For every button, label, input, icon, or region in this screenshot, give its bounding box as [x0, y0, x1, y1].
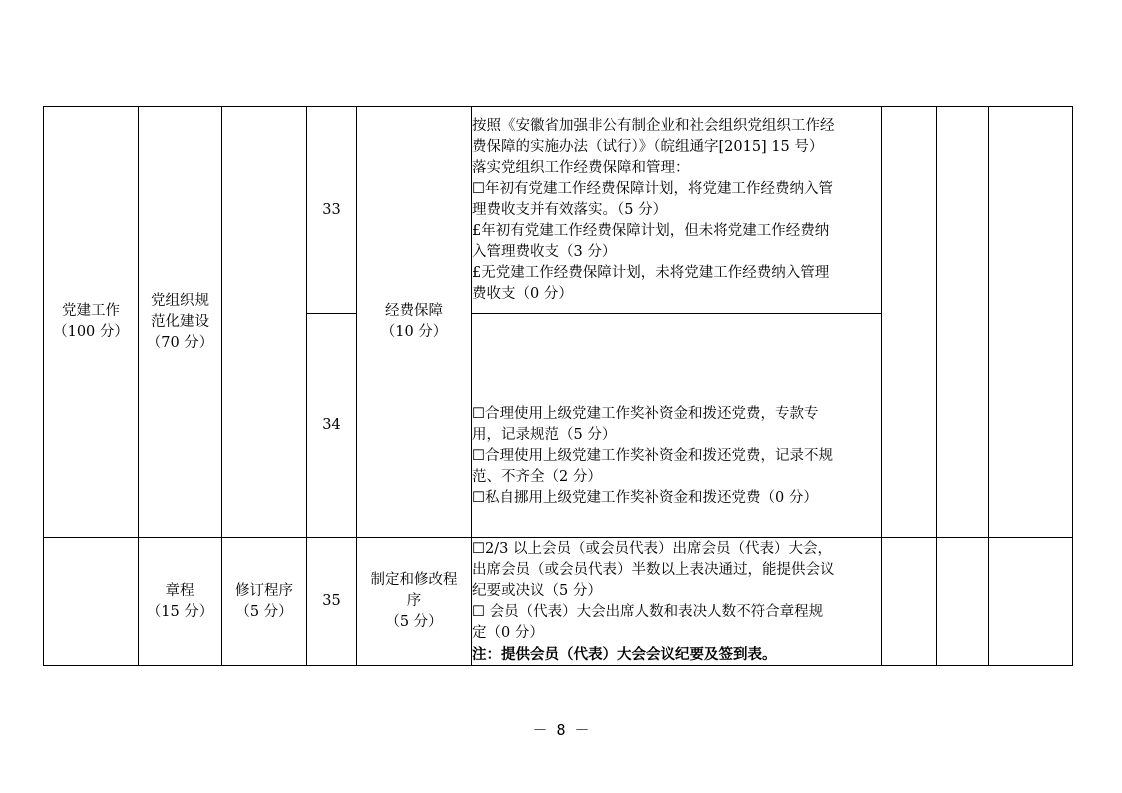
row-number-33: 33	[307, 107, 357, 314]
blank-cell	[882, 107, 937, 538]
criteria-line: ☐年初有党建工作经费保障计划，将党建工作经费纳入管	[472, 180, 833, 197]
criteria-line: 按照《安徽省加强非公有制企业和社会组织党组织工作经	[472, 117, 835, 134]
blank-cell	[882, 538, 937, 666]
criteria-line: 定（0 分）	[472, 625, 544, 641]
category-score: （100 分）	[53, 324, 129, 340]
category-name: 党建工作	[62, 303, 120, 319]
criteria-note: 注：提供会员（代表）大会会议纪要及签到表。	[472, 646, 777, 663]
content-cell	[357, 538, 472, 666]
criteria-line: £年初有党建工作经费保障计划，但未将党建工作经费纳	[472, 222, 830, 239]
page-number: － 8 －	[532, 721, 590, 739]
criteria-line: 费收支（0 分）	[472, 285, 573, 302]
item-cell	[222, 107, 307, 538]
blank-cell	[937, 538, 989, 666]
criteria-line: ☐ 会员（代表）大会出席人数和表决人数不符合章程规	[472, 604, 824, 620]
subcategory-cell	[139, 538, 222, 666]
criteria-cell-35	[472, 538, 882, 666]
subcategory-score: （70 分）	[146, 334, 214, 351]
row-number-34: 34	[307, 314, 357, 538]
criteria-line: ☐合理使用上级党建工作奖补资金和拨还党费，专款专	[472, 405, 819, 422]
item-name: 修订程序	[235, 582, 293, 599]
table-row-33	[44, 107, 1073, 314]
content-score: （10 分）	[380, 324, 448, 340]
subcategory-cell	[139, 107, 222, 538]
criteria-line: 入管理费收支（3 分）	[472, 243, 617, 260]
content-line-1: 制定和修改程	[370, 572, 458, 588]
criteria-line: 落实党组织工作经费保障和管理：	[472, 159, 690, 176]
category-cell-empty	[44, 538, 139, 666]
criteria-line: 范、不齐全（2 分）	[472, 468, 602, 485]
criteria-line: 纪要或决议（5 分）	[472, 583, 602, 599]
blank-cell	[937, 107, 989, 538]
criteria-cell-34	[472, 314, 882, 538]
row-number-35: 35	[307, 538, 357, 666]
criteria-line: ☐私自挪用上级党建工作奖补资金和拨还党费（0 分）	[472, 489, 818, 506]
content-score: （5 分）	[385, 614, 443, 630]
criteria-spacer	[472, 343, 881, 404]
criteria-line: 出席会员（或会员代表）半数以上表决通过，能提供会议	[472, 562, 835, 578]
subcategory-line-1: 党组织规	[151, 292, 209, 309]
subcategory-line-2: 范化建设	[151, 313, 209, 330]
subcategory-score: （15 分）	[146, 603, 214, 620]
criteria-line: 用，记录规范（5 分）	[472, 426, 617, 443]
category-cell	[44, 107, 139, 538]
blank-cell	[989, 107, 1073, 538]
criteria-line: 费保障的实施办法（试行）》（皖组通字[2015] 15 号）	[472, 138, 824, 155]
content-line-2: 序	[406, 593, 422, 609]
subcategory-name: 章程	[165, 582, 195, 599]
item-score: （5 分）	[235, 603, 293, 620]
criteria-line: 理费收支并有效落实。（5 分）	[472, 201, 668, 218]
blank-cell	[989, 538, 1073, 666]
content-title: 经费保障	[385, 303, 443, 319]
item-cell	[222, 538, 307, 666]
evaluation-table	[43, 106, 1073, 666]
criteria-cell-33	[472, 107, 882, 314]
criteria-line: £无党建工作经费保障计划，未将党建工作经费纳入管理	[472, 264, 830, 281]
content-cell	[357, 107, 472, 538]
criteria-line: ☐2/3 以上会员（或会员代表）出席会员（代表）大会，	[472, 541, 832, 557]
criteria-line: ☐合理使用上级党建工作奖补资金和拨还党费，记录不规	[472, 447, 833, 464]
table-row-35	[44, 538, 1073, 666]
